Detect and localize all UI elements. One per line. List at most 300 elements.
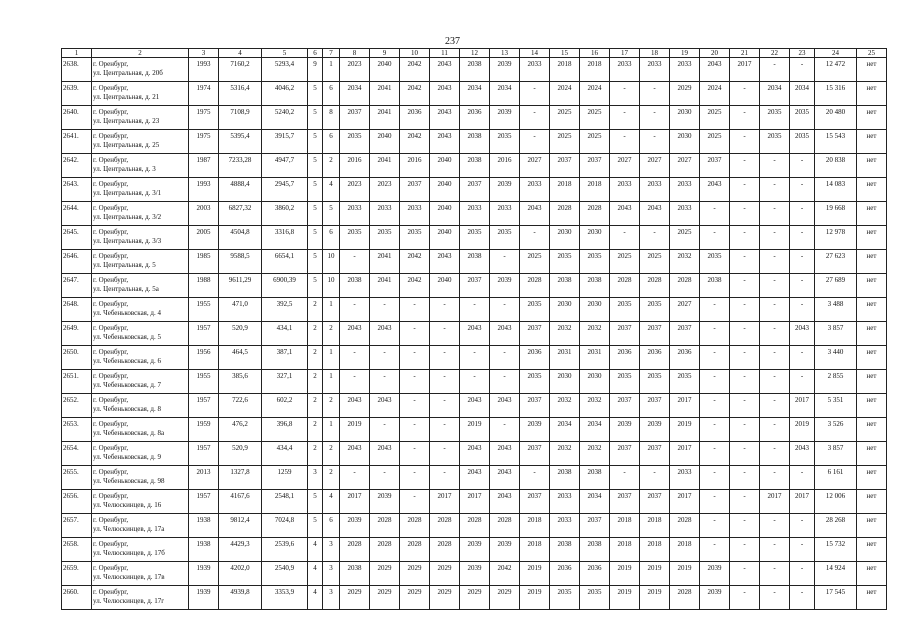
table-cell-col-20: 2025 [700, 106, 730, 130]
table-cell-col-12: 2039 [460, 538, 490, 562]
table-cell-col-13: - [490, 250, 520, 274]
table-cell-col-23: 2017 [790, 490, 815, 514]
column-header-14: 14 [520, 49, 550, 58]
table-cell-col-19: 2017 [670, 490, 700, 514]
table-cell-col-10: 2029 [400, 562, 430, 586]
table-cell-col-22: - [760, 154, 790, 178]
table-cell-col-23: 2019 [790, 418, 815, 442]
table-cell-col-6: 5 [308, 250, 323, 274]
table-row [62, 514, 887, 538]
table-cell-col-24: 12 472 [815, 58, 857, 82]
table-cell-col-25: нет [857, 274, 887, 298]
table-cell-col-6: 2 [308, 370, 323, 394]
table-cell-col-10: - [400, 370, 430, 394]
table-cell-col-13: - [490, 370, 520, 394]
table-cell-col-24: 12 978 [815, 226, 857, 250]
table-cell-col-10: 2028 [400, 538, 430, 562]
table-cell-col-9: 2043 [370, 394, 400, 418]
table-cell-col-23: 2043 [790, 442, 815, 466]
table-cell-col-23: - [790, 562, 815, 586]
table-cell-col-3: 2005 [189, 226, 219, 250]
table-cell-col-7: 6 [323, 82, 340, 106]
column-header-13: 13 [490, 49, 520, 58]
address-cell [92, 178, 189, 202]
row-number: 2653. [62, 418, 92, 442]
table-cell-col-22: - [760, 226, 790, 250]
table-cell-col-20: - [700, 538, 730, 562]
table-cell-col-24: 15 543 [815, 130, 857, 154]
table-cell-col-15: 2038 [550, 274, 580, 298]
table-cell-col-18: - [640, 466, 670, 490]
table-cell-col-24: 12 006 [815, 490, 857, 514]
column-header-3: 3 [189, 49, 219, 58]
address-street: ул. Центральная, д. 23 [93, 116, 160, 125]
table-row [62, 442, 887, 466]
table-cell-col-7: 1 [323, 58, 340, 82]
column-header-1: 1 [62, 49, 92, 58]
table-cell-col-22: - [760, 202, 790, 226]
column-header-11: 11 [430, 49, 460, 58]
table-cell-col-22: - [760, 418, 790, 442]
table-cell-col-4: 471,0 [219, 298, 262, 322]
table-cell-col-17: 2039 [610, 418, 640, 442]
table-cell-col-3: 1955 [189, 298, 219, 322]
table-cell-col-21: - [730, 418, 760, 442]
table-cell-col-3: 1957 [189, 442, 219, 466]
table-cell-col-16: 2036 [580, 562, 610, 586]
table-cell-col-22: - [760, 178, 790, 202]
table-cell-col-4: 520,9 [219, 442, 262, 466]
table-cell-col-3: 1993 [189, 178, 219, 202]
table-cell-col-16: 2024 [580, 82, 610, 106]
table-cell-col-10: 2042 [400, 250, 430, 274]
table-cell-col-19: 2017 [670, 394, 700, 418]
table-cell-col-19: 2032 [670, 250, 700, 274]
table-cell-col-16: 2030 [580, 370, 610, 394]
table-cell-col-25: нет [857, 82, 887, 106]
table-cell-col-6: 4 [308, 586, 323, 610]
column-header-10: 10 [400, 49, 430, 58]
table-cell-col-20: 2025 [700, 130, 730, 154]
table-cell-col-12: - [460, 298, 490, 322]
table-cell-col-18: - [640, 226, 670, 250]
table-cell-col-5: 6654,1 [262, 250, 308, 274]
table-row [62, 394, 887, 418]
table-cell-col-8: 2035 [340, 130, 370, 154]
table-cell-col-3: 1959 [189, 418, 219, 442]
table-cell-col-20: 2037 [700, 154, 730, 178]
table-cell-col-21: - [730, 586, 760, 610]
table-cell-col-15: 2030 [550, 226, 580, 250]
table-cell-col-11: - [430, 466, 460, 490]
table-cell-col-19: 2025 [670, 226, 700, 250]
table-cell-col-20: - [700, 514, 730, 538]
table-cell-col-16: 2038 [580, 274, 610, 298]
table-cell-col-19: 2019 [670, 562, 700, 586]
table-cell-col-4: 476,2 [219, 418, 262, 442]
table-cell-col-7: 3 [323, 538, 340, 562]
table-cell-col-25: нет [857, 178, 887, 202]
table-cell-col-10: - [400, 298, 430, 322]
table-cell-col-4: 385,6 [219, 370, 262, 394]
table-cell-col-8: 2028 [340, 538, 370, 562]
table-cell-col-8: 2035 [340, 226, 370, 250]
table-cell-col-23: - [790, 298, 815, 322]
table-cell-col-14: 2037 [520, 490, 550, 514]
row-number: 2643. [62, 178, 92, 202]
address-cell [92, 562, 189, 586]
table-cell-col-18: 2033 [640, 58, 670, 82]
table-cell-col-12: 2017 [460, 490, 490, 514]
table-cell-col-13: 2035 [490, 226, 520, 250]
address-city: г. Оренбург, [93, 132, 129, 140]
table-cell-col-18: 2039 [640, 418, 670, 442]
table-cell-col-3: 1957 [189, 322, 219, 346]
table-cell-col-7: 1 [323, 418, 340, 442]
table-cell-col-24: 3 440 [815, 346, 857, 370]
table-cell-col-15: 2034 [550, 418, 580, 442]
column-header-22: 22 [760, 49, 790, 58]
table-cell-col-5: 5293,4 [262, 58, 308, 82]
table-cell-col-7: 1 [323, 370, 340, 394]
table-cell-col-6: 3 [308, 466, 323, 490]
row-number: 2649. [62, 322, 92, 346]
address-street: ул. Челюскинцев, д. 16 [93, 500, 162, 509]
table-cell-col-8: 2038 [340, 274, 370, 298]
address-street: ул. Центральная, д. 3/2 [93, 212, 162, 221]
table-cell-col-18: 2035 [640, 370, 670, 394]
address-street: ул. Центральная, д. 5 [93, 260, 156, 269]
table-cell-col-18: 2025 [640, 250, 670, 274]
table-cell-col-13: 2035 [490, 130, 520, 154]
table-cell-col-11: 2043 [430, 58, 460, 82]
table-cell-col-5: 5240,2 [262, 106, 308, 130]
table-cell-col-19: 2027 [670, 154, 700, 178]
table-cell-col-12: 2028 [460, 514, 490, 538]
table-cell-col-14: 2035 [520, 370, 550, 394]
column-header-20: 20 [700, 49, 730, 58]
table-cell-col-12: 2034 [460, 82, 490, 106]
table-cell-col-9: - [370, 370, 400, 394]
table-cell-col-12: 2039 [460, 562, 490, 586]
table-cell-col-17: - [610, 106, 640, 130]
table-cell-col-19: 2037 [670, 322, 700, 346]
table-cell-col-19: 2030 [670, 106, 700, 130]
table-cell-col-25: нет [857, 442, 887, 466]
table-cell-col-24: 3 857 [815, 442, 857, 466]
table-cell-col-14: - [520, 130, 550, 154]
table-cell-col-4: 9588,5 [219, 250, 262, 274]
table-cell-col-19: 2029 [670, 82, 700, 106]
table-cell-col-23: - [790, 250, 815, 274]
table-cell-col-15: 2033 [550, 490, 580, 514]
table-cell-col-16: 2018 [580, 178, 610, 202]
table-cell-col-22: - [760, 346, 790, 370]
table-cell-col-13: 2043 [490, 466, 520, 490]
table-cell-col-15: 2037 [550, 154, 580, 178]
table-cell-col-16: 2037 [580, 154, 610, 178]
table-cell-col-24: 3 526 [815, 418, 857, 442]
table-cell-col-20: 2043 [700, 178, 730, 202]
table-cell-col-3: 1987 [189, 154, 219, 178]
table-cell-col-15: 2036 [550, 562, 580, 586]
table-row [62, 130, 887, 154]
column-header-5: 5 [262, 49, 308, 58]
address-cell [92, 274, 189, 298]
table-cell-col-21: - [730, 202, 760, 226]
table-cell-col-5: 4947,7 [262, 154, 308, 178]
table-cell-col-21: - [730, 394, 760, 418]
table-cell-col-16: 2038 [580, 538, 610, 562]
address-city: г. Оренбург, [93, 228, 129, 236]
table-cell-col-5: 602,2 [262, 394, 308, 418]
table-cell-col-17: - [610, 466, 640, 490]
table-cell-col-11: 2040 [430, 274, 460, 298]
table-cell-col-24: 3 488 [815, 298, 857, 322]
table-cell-col-11: 2043 [430, 82, 460, 106]
table-cell-col-6: 5 [308, 130, 323, 154]
table-cell-col-10: 2036 [400, 106, 430, 130]
table-cell-col-12: 2038 [460, 154, 490, 178]
table-cell-col-7: 2 [323, 154, 340, 178]
table-cell-col-22: - [760, 274, 790, 298]
table-cell-col-21: - [730, 370, 760, 394]
table-cell-col-13: 2033 [490, 202, 520, 226]
table-cell-col-25: нет [857, 298, 887, 322]
column-number-row [62, 49, 887, 58]
table-cell-col-24: 5 351 [815, 394, 857, 418]
table-cell-col-24: 20 838 [815, 154, 857, 178]
table-cell-col-24: 15 316 [815, 82, 857, 106]
row-number: 2652. [62, 394, 92, 418]
table-cell-col-24: 15 732 [815, 538, 857, 562]
table-cell-col-20: 2039 [700, 586, 730, 610]
table-cell-col-8: 2034 [340, 82, 370, 106]
address-city: г. Оренбург, [93, 396, 129, 404]
table-cell-col-7: 1 [323, 298, 340, 322]
table-cell-col-21: - [730, 106, 760, 130]
table-cell-col-17: - [610, 82, 640, 106]
table-cell-col-13: 2039 [490, 106, 520, 130]
table-cell-col-6: 2 [308, 346, 323, 370]
address-city: г. Оренбург, [93, 492, 129, 500]
table-cell-col-3: 1957 [189, 490, 219, 514]
table-cell-col-9: - [370, 346, 400, 370]
table-cell-col-15: 2038 [550, 466, 580, 490]
table-cell-col-12: 2033 [460, 202, 490, 226]
table-cell-col-11: - [430, 394, 460, 418]
table-cell-col-11: 2043 [430, 106, 460, 130]
table-cell-col-6: 2 [308, 322, 323, 346]
table-cell-col-23: - [790, 154, 815, 178]
table-cell-col-17: 2037 [610, 322, 640, 346]
table-cell-col-13: 2043 [490, 442, 520, 466]
table-cell-col-12: 2038 [460, 58, 490, 82]
table-cell-col-4: 4429,3 [219, 538, 262, 562]
address-street: ул. Центральная, д. 21 [93, 92, 160, 101]
table-cell-col-24: 27 689 [815, 274, 857, 298]
table-cell-col-15: 2032 [550, 394, 580, 418]
table-cell-col-8: - [340, 298, 370, 322]
table-cell-col-9: 2039 [370, 490, 400, 514]
table-row [62, 490, 887, 514]
table-cell-col-22: - [760, 298, 790, 322]
table-cell-col-25: нет [857, 322, 887, 346]
table-cell-col-3: 1993 [189, 58, 219, 82]
table-cell-col-25: нет [857, 490, 887, 514]
table-cell-col-6: 9 [308, 58, 323, 82]
table-cell-col-14: 2035 [520, 298, 550, 322]
column-header-2: 2 [92, 49, 189, 58]
table-cell-col-20: - [700, 394, 730, 418]
table-cell-col-14: 2036 [520, 346, 550, 370]
table-cell-col-20: 2043 [700, 58, 730, 82]
table-cell-col-3: 1955 [189, 370, 219, 394]
table-cell-col-3: 1938 [189, 514, 219, 538]
table-cell-col-6: 5 [308, 106, 323, 130]
table-row [62, 346, 887, 370]
table-cell-col-6: 5 [308, 82, 323, 106]
address-cell [92, 466, 189, 490]
table-cell-col-13: 2043 [490, 322, 520, 346]
table-cell-col-25: нет [857, 514, 887, 538]
table-cell-col-21: - [730, 226, 760, 250]
table-cell-col-6: 5 [308, 154, 323, 178]
table-cell-col-10: 2029 [400, 586, 430, 610]
table-cell-col-10: - [400, 346, 430, 370]
table-cell-col-3: 1957 [189, 394, 219, 418]
table-cell-col-20: 2038 [700, 274, 730, 298]
table-cell-col-23: 2035 [790, 106, 815, 130]
table-cell-col-7: 3 [323, 586, 340, 610]
table-cell-col-14: 2033 [520, 178, 550, 202]
housing-registry-table [61, 48, 887, 610]
address-street: ул. Челюскинцев, д. 17б [93, 548, 165, 557]
table-cell-col-16: 2037 [580, 514, 610, 538]
table-cell-col-10: 2016 [400, 154, 430, 178]
address-city: г. Оренбург, [93, 348, 129, 356]
address-city: г. Оренбург, [93, 540, 129, 548]
table-cell-col-17: 2037 [610, 442, 640, 466]
table-cell-col-5: 387,1 [262, 346, 308, 370]
table-cell-col-17: 2018 [610, 514, 640, 538]
table-cell-col-9: 2040 [370, 130, 400, 154]
table-cell-col-19: 2035 [670, 370, 700, 394]
table-cell-col-20: - [700, 322, 730, 346]
table-cell-col-9: - [370, 298, 400, 322]
table-cell-col-21: - [730, 274, 760, 298]
table-cell-col-10: 2042 [400, 82, 430, 106]
table-cell-col-18: 2043 [640, 202, 670, 226]
table-cell-col-16: 2018 [580, 58, 610, 82]
table-cell-col-4: 7108,9 [219, 106, 262, 130]
table-cell-col-16: 2025 [580, 130, 610, 154]
table-cell-col-21: - [730, 346, 760, 370]
table-cell-col-13: 2029 [490, 586, 520, 610]
table-cell-col-21: - [730, 250, 760, 274]
table-cell-col-8: 2043 [340, 394, 370, 418]
table-cell-col-21: - [730, 490, 760, 514]
table-cell-col-15: 2030 [550, 370, 580, 394]
table-cell-col-13: - [490, 418, 520, 442]
table-cell-col-21: - [730, 322, 760, 346]
address-street: ул. Челюскинцев, д. 17г [93, 596, 165, 605]
table-cell-col-8: 2019 [340, 418, 370, 442]
table-row [62, 82, 887, 106]
table-cell-col-6: 4 [308, 562, 323, 586]
table-cell-col-19: 2030 [670, 130, 700, 154]
table-cell-col-23: - [790, 178, 815, 202]
table-cell-col-4: 9812,4 [219, 514, 262, 538]
table-cell-col-7: 8 [323, 106, 340, 130]
column-header-24: 24 [815, 49, 857, 58]
table-cell-col-14: 2037 [520, 322, 550, 346]
table-cell-col-3: 1985 [189, 250, 219, 274]
table-cell-col-9: 2028 [370, 514, 400, 538]
table-cell-col-14: 2033 [520, 58, 550, 82]
table-cell-col-17: 2037 [610, 490, 640, 514]
address-cell [92, 322, 189, 346]
column-header-17: 17 [610, 49, 640, 58]
table-cell-col-12: 2043 [460, 394, 490, 418]
table-cell-col-20: - [700, 418, 730, 442]
table-cell-col-10: - [400, 466, 430, 490]
table-cell-col-8: - [340, 466, 370, 490]
table-cell-col-16: 2030 [580, 298, 610, 322]
table-cell-col-25: нет [857, 106, 887, 130]
table-cell-col-13: - [490, 346, 520, 370]
table-cell-col-16: 2032 [580, 322, 610, 346]
table-cell-col-24: 19 668 [815, 202, 857, 226]
row-number: 2650. [62, 346, 92, 370]
table-cell-col-10: - [400, 442, 430, 466]
table-cell-col-10: - [400, 394, 430, 418]
address-cell [92, 298, 189, 322]
table-cell-col-9: 2041 [370, 154, 400, 178]
table-cell-col-13: 2034 [490, 82, 520, 106]
table-cell-col-18: 2018 [640, 514, 670, 538]
table-cell-col-24: 17 545 [815, 586, 857, 610]
table-cell-col-14: 2018 [520, 538, 550, 562]
table-cell-col-16: 2030 [580, 226, 610, 250]
table-cell-col-11: - [430, 346, 460, 370]
table-cell-col-9: 2041 [370, 82, 400, 106]
address-city: г. Оренбург, [93, 468, 129, 476]
table-cell-col-13: 2028 [490, 514, 520, 538]
table-cell-col-25: нет [857, 586, 887, 610]
table-cell-col-23: - [790, 274, 815, 298]
column-header-12: 12 [460, 49, 490, 58]
table-cell-col-7: 10 [323, 250, 340, 274]
table-cell-col-15: 2028 [550, 202, 580, 226]
table-cell-col-16: 2038 [580, 466, 610, 490]
table-cell-col-13: 2039 [490, 178, 520, 202]
table-cell-col-7: 2 [323, 394, 340, 418]
table-cell-col-15: 2025 [550, 106, 580, 130]
table-cell-col-6: 5 [308, 274, 323, 298]
table-cell-col-15: 2038 [550, 538, 580, 562]
table-cell-col-3: 1938 [189, 538, 219, 562]
table-cell-col-7: 2 [323, 442, 340, 466]
table-cell-col-18: 2027 [640, 154, 670, 178]
table-cell-col-5: 3860,2 [262, 202, 308, 226]
table-cell-col-22: - [760, 538, 790, 562]
table-cell-col-4: 1327,8 [219, 466, 262, 490]
table-cell-col-14: 2037 [520, 442, 550, 466]
table-body [62, 58, 887, 610]
table-cell-col-6: 5 [308, 202, 323, 226]
table-cell-col-3: 1975 [189, 130, 219, 154]
